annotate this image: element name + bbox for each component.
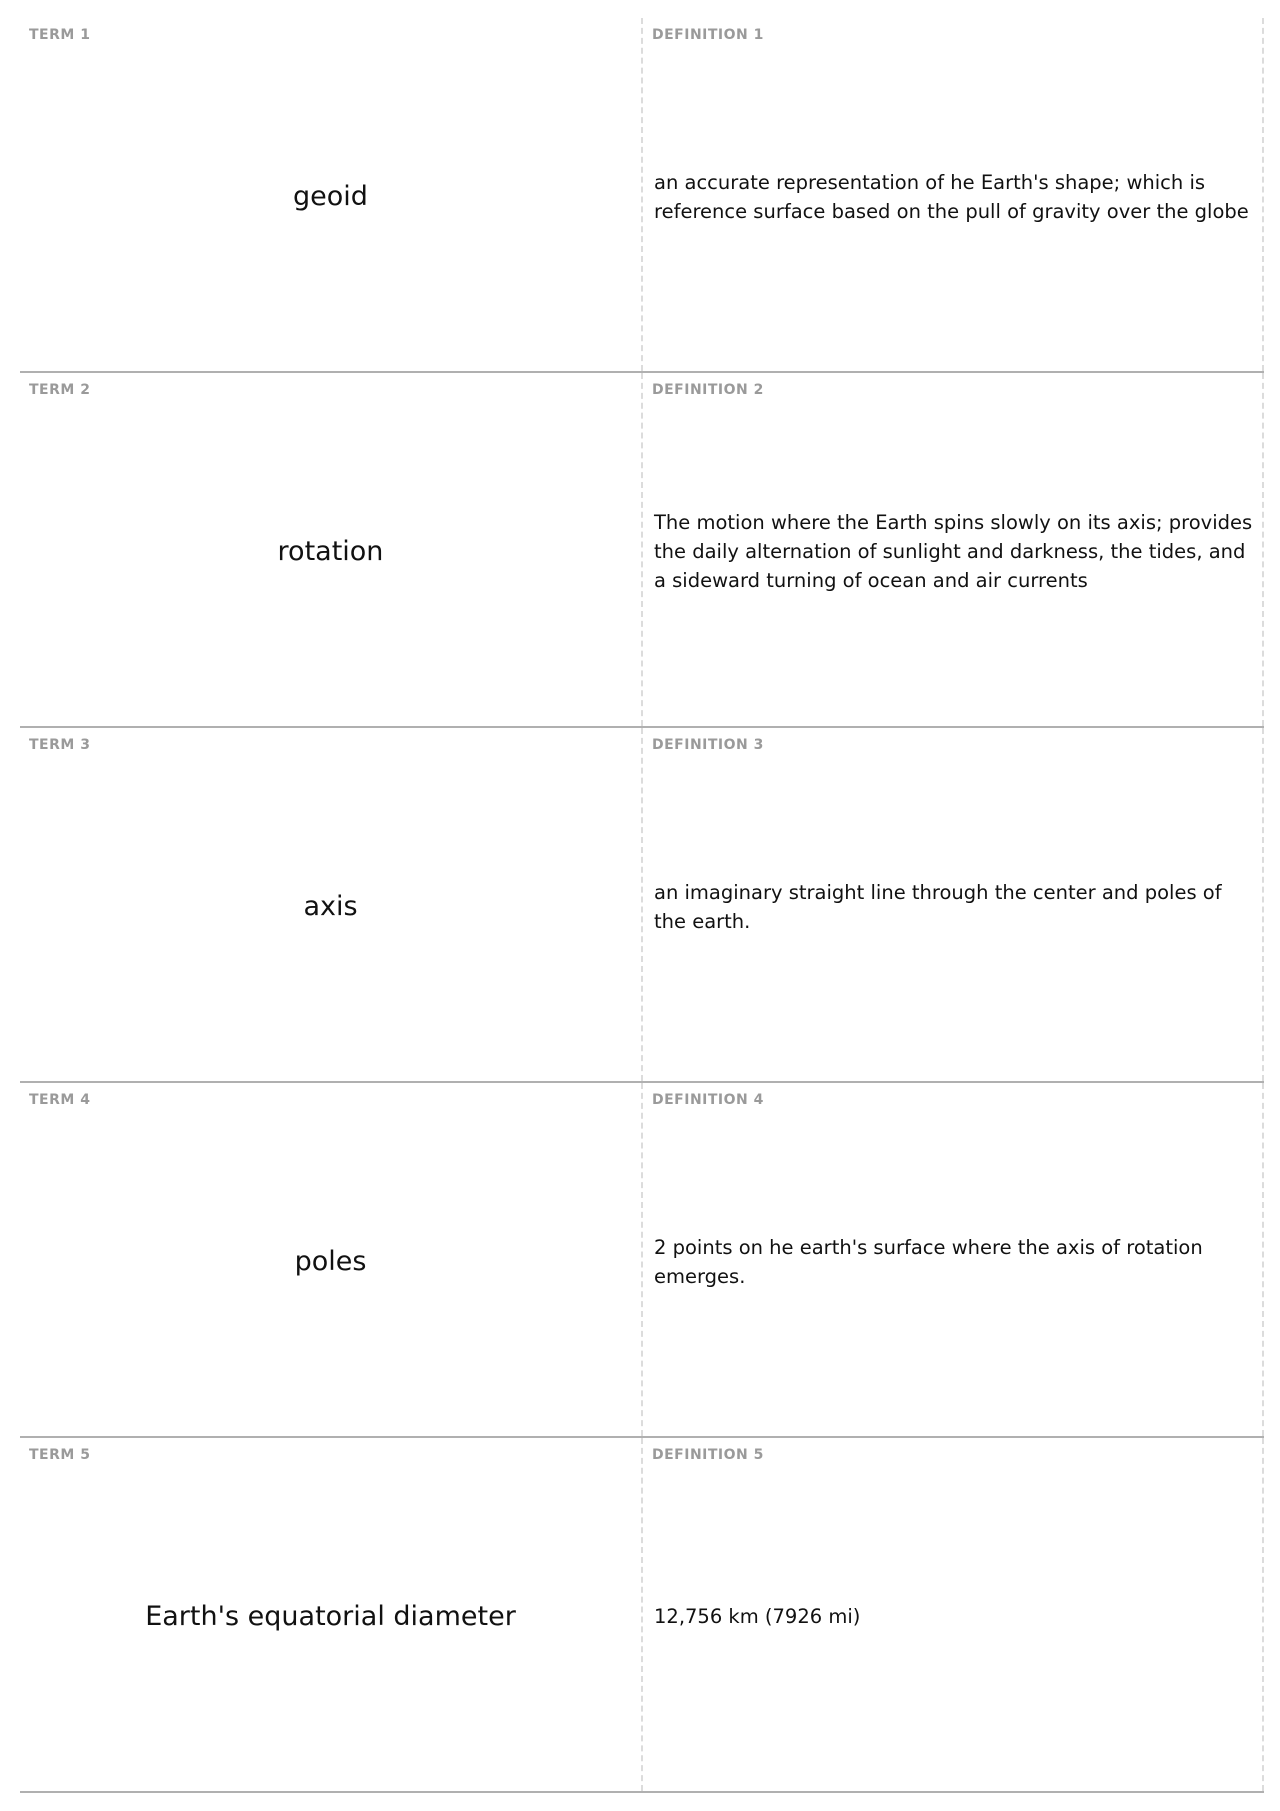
term-cell (20, 1438, 643, 1791)
flashcard-row (20, 18, 1264, 373)
term-cell (20, 18, 643, 371)
term-label: TERM 4 (29, 1092, 91, 1108)
definition-label: DEFINITION 4 (652, 1092, 764, 1108)
definition-text: an imaginary straight line through the center and poles of the earth. (654, 880, 1222, 933)
term-cell (20, 1083, 643, 1436)
term-text: Earth's equatorial diameter (145, 1601, 516, 1632)
definition-label: DEFINITION 2 (652, 382, 764, 398)
flashcard-row (20, 728, 1264, 1083)
term-cell (20, 373, 643, 726)
flashcard-row (20, 1438, 1264, 1793)
term-label: TERM 1 (29, 27, 91, 43)
definition-text: 12,756 km (7926 mi) (654, 1605, 861, 1628)
definition-label: DEFINITION 5 (652, 1447, 764, 1463)
definition-text: The motion where the Earth spins slowly on its axis; provides the daily alternation of sunlight and darkness, the tides, and a sideward turning of ocean and air currents (654, 511, 1253, 592)
term-label: TERM 2 (29, 382, 91, 398)
term-cell (20, 728, 643, 1081)
term-text: geoid (293, 181, 368, 212)
flashcard-row (20, 373, 1264, 728)
flashcard-row (20, 1083, 1264, 1438)
definition-cell (643, 373, 1264, 726)
definition-text: an accurate representation of he Earth's shape; which is reference surface based on the pull of gravity over the globe (654, 170, 1249, 223)
definition-cell (643, 728, 1264, 1081)
definition-cell (643, 1083, 1264, 1436)
definition-cell (643, 1438, 1264, 1791)
term-text: poles (294, 1246, 367, 1277)
definition-cell (643, 18, 1264, 371)
term-label: TERM 5 (29, 1447, 91, 1463)
definition-label: DEFINITION 1 (652, 27, 764, 43)
definition-text: 2 points on he earth's surface where the axis of rotation emerges. (654, 1235, 1203, 1288)
definition-label: DEFINITION 3 (652, 737, 764, 753)
flashcard-sheet (20, 18, 1264, 1793)
term-text: axis (303, 891, 358, 922)
term-text: rotation (277, 536, 384, 567)
term-label: TERM 3 (29, 737, 91, 753)
